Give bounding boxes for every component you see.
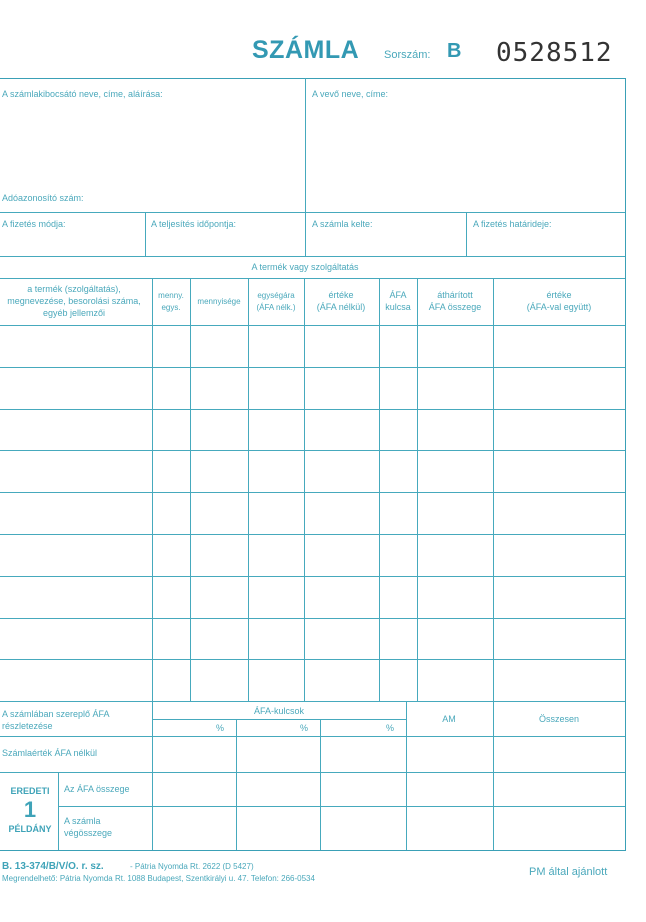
col-value-line1: értéke (328, 290, 354, 300)
printer-line-2: Megrendelhető: Pátria Nyomda Rt. 1088 Budapest, Szentkirályi u. 47. Telefon: 266-0534 (2, 874, 315, 883)
col-vat-rate-line1: ÁFA (389, 290, 407, 300)
total-label: Összesen (538, 714, 580, 724)
items-section-title: A termék vagy szolgáltatás (251, 262, 359, 272)
serial-label: Sorszám: (384, 49, 431, 61)
col-total-line2: (ÁFA-val együtt) (526, 302, 592, 312)
series-letter: B (447, 40, 462, 62)
buyer-label: A vevő neve, címe: (312, 89, 389, 99)
col-vat-rate-line2: kulcsa (385, 302, 411, 312)
percent-mark-3: % (386, 723, 395, 733)
col-qty: mennyisége (197, 297, 241, 306)
recommended-note: PM által ajánlott (529, 866, 608, 878)
percent-mark-2: % (300, 723, 309, 733)
col-unit-price-line2: (ÁFA nélk.) (256, 303, 296, 312)
issuer-label: A számlakibocsátó neve, címe, aláírása: (2, 89, 163, 99)
copy-number: 1 (23, 797, 37, 822)
vat-rates-title: ÁFA-kulcsok (253, 706, 305, 716)
col-name-line2: megnevezése, besorolási száma, (7, 296, 141, 306)
am-label: AM (442, 714, 456, 724)
col-unit-line2: egys. (161, 303, 181, 312)
col-unit-line1: menny. (158, 291, 184, 300)
vat-breakdown-line1: A számlában szereplő ÁFA (2, 709, 110, 719)
col-value-line2: (ÁFA nélkül) (316, 302, 366, 312)
grand-total-line2: végösszege (64, 828, 113, 838)
col-unit-price-line1: egységára (257, 291, 295, 300)
printer-line-1: - Pátria Nyomda Rt. 2622 (D 5427) (130, 862, 254, 871)
grand-total-line1: A számla (64, 816, 101, 826)
tax-id-label: Adóazonosító szám: (2, 193, 84, 203)
col-name-line1: a termék (szolgáltatás), (27, 284, 121, 294)
col-vat-amount-line2: ÁFA összege (428, 302, 482, 312)
payment-method-label: A fizetés módja: (2, 219, 66, 229)
copy-word: PÉLDÁNY (8, 824, 52, 834)
vat-breakdown-line2: részletezése (2, 721, 53, 731)
col-total-line1: értéke (546, 290, 572, 300)
col-vat-amount-line1: áthárított (437, 290, 473, 300)
percent-mark-1: % (216, 723, 225, 733)
serial-number: 0528512 (496, 38, 613, 68)
issue-date-label: A számla kelte: (312, 219, 373, 229)
performance-date-label: A teljesítés időpontja: (151, 219, 237, 229)
copy-label: EREDETI (10, 786, 50, 796)
form-code: B. 13-374/B/V/O. r. sz. (2, 861, 104, 872)
col-name-line3: egyéb jellemzői (42, 308, 106, 318)
vat-sum-label: Az ÁFA összege (64, 784, 130, 794)
net-value-label: Számlaérték ÁFA nélkül (2, 748, 98, 758)
due-date-label: A fizetés határideje: (473, 219, 552, 229)
document-title: SZÁMLA (252, 36, 360, 64)
